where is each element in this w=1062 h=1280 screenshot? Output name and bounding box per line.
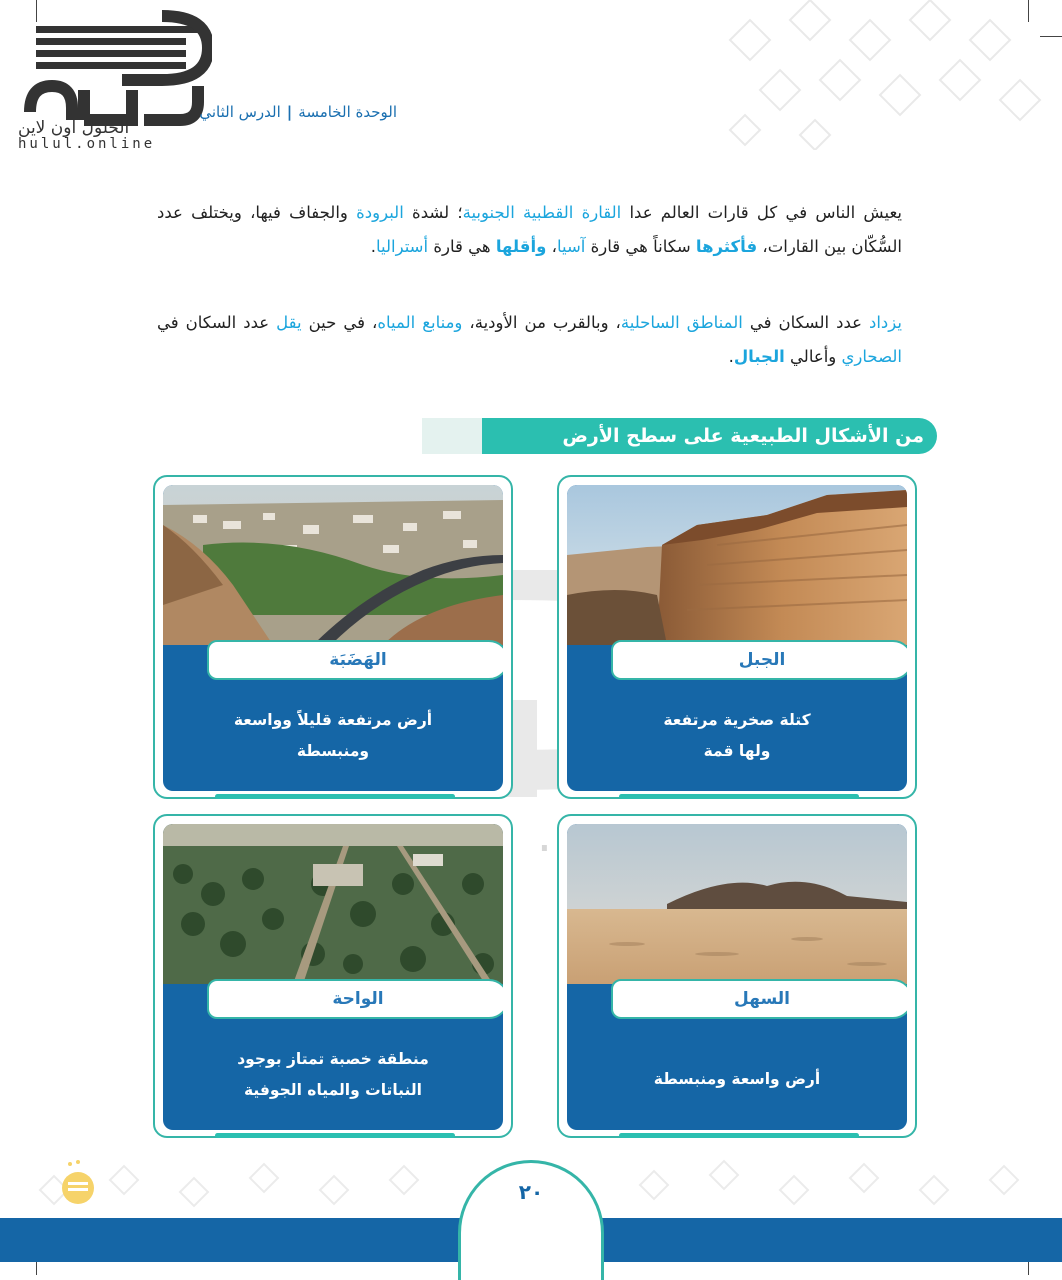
text-run: وأعالي <box>784 347 842 366</box>
intro-paragraph-2 <box>157 306 902 374</box>
text-run: ؛ لشدة <box>403 203 463 222</box>
card-body <box>567 485 907 791</box>
text-run: هي قارة <box>428 237 496 256</box>
card-title-box <box>207 640 503 680</box>
card-footer-accent <box>619 1133 859 1138</box>
crop-mark <box>1028 0 1029 22</box>
card-body <box>567 824 907 1130</box>
card-oasis <box>153 814 513 1138</box>
card-description <box>183 1044 483 1106</box>
intro-paragraph-1 <box>157 196 902 264</box>
section-title: من الأشكال الطبيعية على سطح الأرض <box>562 425 924 447</box>
card-body <box>163 485 503 791</box>
card-mountain <box>557 475 917 799</box>
decorative-pattern-top <box>690 0 1062 150</box>
lesson-label: الدرس الثاني <box>199 103 281 121</box>
text-run: ، في حين <box>301 313 378 332</box>
card-footer-accent <box>215 794 455 799</box>
text-run: ، <box>546 237 557 256</box>
text-run: عدد السكان في <box>157 313 277 332</box>
card-title: السهل <box>734 989 790 1009</box>
card-footer-accent <box>215 1133 455 1138</box>
plain-photo <box>567 824 907 984</box>
highlight-coastal: المناطق الساحلية <box>620 313 743 332</box>
card-title-box <box>207 979 503 1019</box>
card-title: الواحة <box>332 989 384 1009</box>
highlight-australia: أستراليا <box>375 237 429 256</box>
highlight-decrease: يقل <box>276 313 302 332</box>
highlight-antarctica: القارة القطبية الجنوبية <box>462 203 622 222</box>
card-title: الجبل <box>738 650 786 670</box>
text-run: ، وبالقرب من الأودية، <box>462 313 621 332</box>
description-line: ومنبسطة <box>296 742 370 760</box>
description-line: كتلة صخرية مرتفعة <box>663 711 811 729</box>
card-plain <box>557 814 917 1138</box>
text-run: سكاناً هي قارة <box>585 237 696 256</box>
oasis-photo <box>163 824 503 984</box>
text-run: يعيش الناس في كل قارات العالم عدا <box>621 203 902 222</box>
highlight-increase: يزداد <box>869 313 902 332</box>
card-title: الهَضَبَة <box>329 650 387 670</box>
card-footer-accent <box>619 794 859 799</box>
card-plateau <box>153 475 513 799</box>
unit-label: الوحدة الخامسة <box>298 103 397 121</box>
logo-arabic-text: الحلول اون لاين <box>18 118 130 138</box>
highlight-asia: آسيا <box>556 237 586 256</box>
card-title-box <box>611 979 907 1019</box>
highlight-mountains: الجبال <box>733 347 785 366</box>
description-line: ولها قمة <box>703 742 771 760</box>
description-line: أرض واسعة ومنبسطة <box>653 1070 821 1088</box>
description-line: منطقة خصبة تمتاز بوجود <box>237 1050 429 1068</box>
header-separator: | <box>286 103 293 121</box>
highlight-deserts: الصحاري <box>841 347 902 366</box>
card-title-box <box>611 640 907 680</box>
text-run: . <box>728 347 734 366</box>
coin-icon <box>58 1158 98 1208</box>
text-run: عدد السكان في <box>742 313 869 332</box>
logo-latin-text: hulul.online <box>18 136 156 152</box>
highlight-cold: البرودة <box>356 203 404 222</box>
crop-mark <box>1040 36 1062 37</box>
page-header <box>199 103 397 121</box>
highlight-most: فأكثرها <box>695 237 758 256</box>
description-line: أرض مرتفعة قليلاً وواسعة <box>233 711 433 729</box>
text-run: . <box>370 237 376 256</box>
page-number: ٢٠ <box>518 1180 544 1204</box>
description-line: النباتات والمياه الجوفية <box>244 1081 422 1099</box>
card-description <box>587 1064 887 1095</box>
card-body <box>163 824 503 1130</box>
card-description <box>587 705 887 767</box>
highlight-water-sources: ومنابع المياه <box>377 313 463 332</box>
text-run: والجفاف فيها، ويختلف عدد السُّكّان بين القارات، <box>157 203 902 256</box>
plateau-photo <box>163 485 503 645</box>
mountain-photo <box>567 485 907 645</box>
card-description <box>183 705 483 767</box>
highlight-least: وأقلها <box>495 237 547 256</box>
